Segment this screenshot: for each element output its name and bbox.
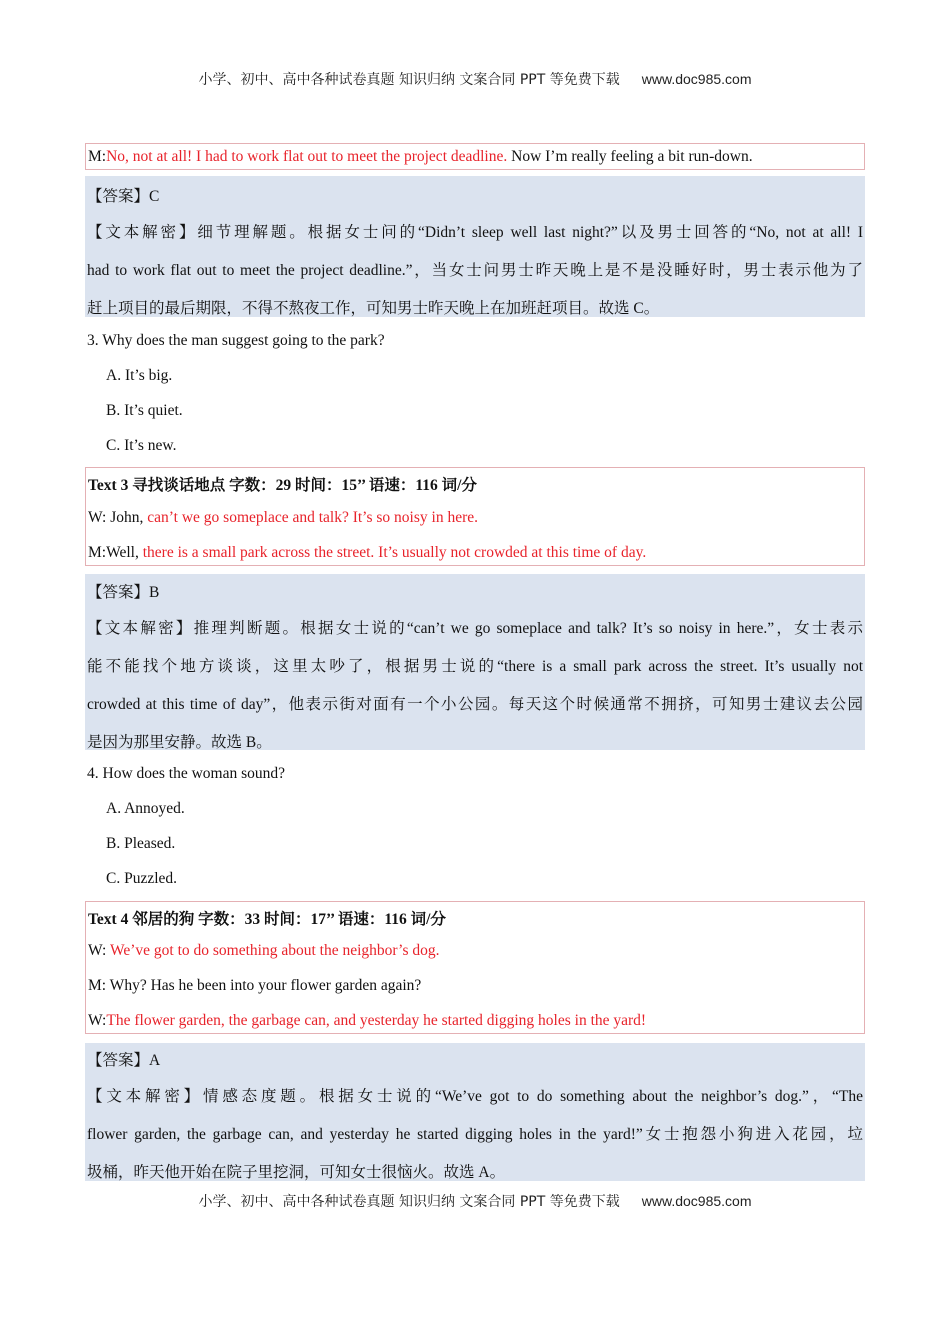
script-line (88, 148, 753, 166)
header-text: 小学、初中、高中各种试卷真题 知识归纳 文案合同 PPT 等免费下载 (198, 72, 620, 88)
script-box-text2-tail (85, 143, 865, 170)
question-4-stem: 4. How does the woman sound? (87, 765, 286, 782)
speaker-label: M: Why? Has he been into your flower garden again? (88, 977, 422, 994)
speaker-label: W: (88, 1012, 107, 1029)
explanation-line: 【文本解密】情感态度题。根据女士说的“We’ve got to do something about the neighbor’s dog.”，“The (87, 1088, 863, 1105)
plain-text: Now I’m really feeling a bit run-down. (507, 148, 753, 165)
explanation-line: crowded at this time of day”，他表示街对面有一个小公园。每天这个时候通常不拥挤，可知男士建议去公园 (87, 696, 863, 713)
speaker-label: M:Well, (88, 544, 143, 561)
highlighted-text: there is a small park across the street. It’s usually not crowded at this time of day. (142, 544, 647, 561)
footer-url[interactable]: www.doc985.com (641, 1193, 752, 1209)
page-footer (0, 1191, 950, 1211)
script-title: Text 4 邻居的狗 字数：33 时间：17’’ 语速：116 词/分 (88, 911, 446, 928)
page-header (0, 69, 950, 89)
script-line (88, 544, 646, 562)
footer-text: 小学、初中、高中各种试卷真题 知识归纳 文案合同 PPT 等免费下载 (198, 1194, 620, 1210)
explanation-line: 圾桶，昨天他开始在院子里挖洞，可知女士很恼火。故选 A。 (87, 1164, 506, 1181)
explanation-line: 【文本解密】推理判断题。根据女士说的“can’t we go someplace and talk? It’s so noisy in here.”，女士表示 (87, 620, 863, 637)
answer-label: 【答案】B (87, 584, 160, 601)
explanation-line: had to work flat out to meet the project deadline.”，当女士问男士昨天晚上是不是没睡好时，男士表示他为了 (87, 262, 863, 279)
answer-label: 【答案】C (87, 188, 160, 205)
highlighted-text: can’t we go someplace and talk? It’s so noisy in here. (147, 509, 478, 526)
question-3-option-c[interactable]: C. It’s new. (106, 437, 177, 454)
script-box-text4 (85, 901, 865, 1034)
script-title: Text 3 寻找谈话地点 字数：29 时间：15’’ 语速：116 词/分 (88, 477, 477, 494)
script-box-text3 (85, 467, 865, 566)
script-line (88, 942, 439, 960)
script-line (88, 1012, 646, 1030)
highlighted-text: No, not at all! I had to work flat out to meet the project deadline. (106, 148, 508, 165)
question-3-option-b[interactable]: B. It’s quiet. (106, 402, 183, 419)
question-4-option-b[interactable]: B. Pleased. (106, 835, 176, 852)
explanation-line: flower garden, the garbage can, and yesterday he started digging holes in the yard!”女士抱怨小狗进入花园，垃 (87, 1126, 863, 1143)
explanation-line: 能不能找个地方谈谈，这里太吵了，根据男士说的“there is a small park across the street. It’s usually not (87, 658, 863, 675)
question-3-option-a[interactable]: A. It’s big. (106, 367, 173, 384)
highlighted-text: The flower garden, the garbage can, and yesterday he started digging holes in the yard! (106, 1012, 647, 1029)
speaker-label: W: John, (88, 509, 148, 526)
question-4-option-c[interactable]: C. Puzzled. (106, 870, 178, 887)
answer-box-q4 (85, 1043, 865, 1181)
question-3-stem: 3. Why does the man suggest going to the park? (87, 332, 385, 349)
question-4-option-a[interactable]: A. Annoyed. (106, 800, 185, 817)
answer-box-q3 (85, 574, 865, 750)
speaker-label: M: (88, 148, 107, 165)
explanation-line: 是因为那里安静。故选 B。 (87, 734, 272, 751)
answer-box-q2 (85, 176, 865, 317)
explanation-line: 【文本解密】细节理解题。根据女士问的“Didn’t sleep well last night?”以及男士回答的“No, not at all! I (87, 224, 863, 241)
header-url[interactable]: www.doc985.com (641, 71, 752, 87)
explanation-line: 赶上项目的最后期限，不得不熬夜工作，可知男士昨天晚上在加班赶项目。故选 C。 (87, 300, 660, 317)
answer-label: 【答案】A (87, 1052, 161, 1069)
script-line (88, 509, 478, 527)
speaker-label: W: (88, 942, 110, 959)
script-line (88, 977, 421, 995)
highlighted-text: We’ve got to do something about the neighbor’s dog. (109, 942, 440, 959)
